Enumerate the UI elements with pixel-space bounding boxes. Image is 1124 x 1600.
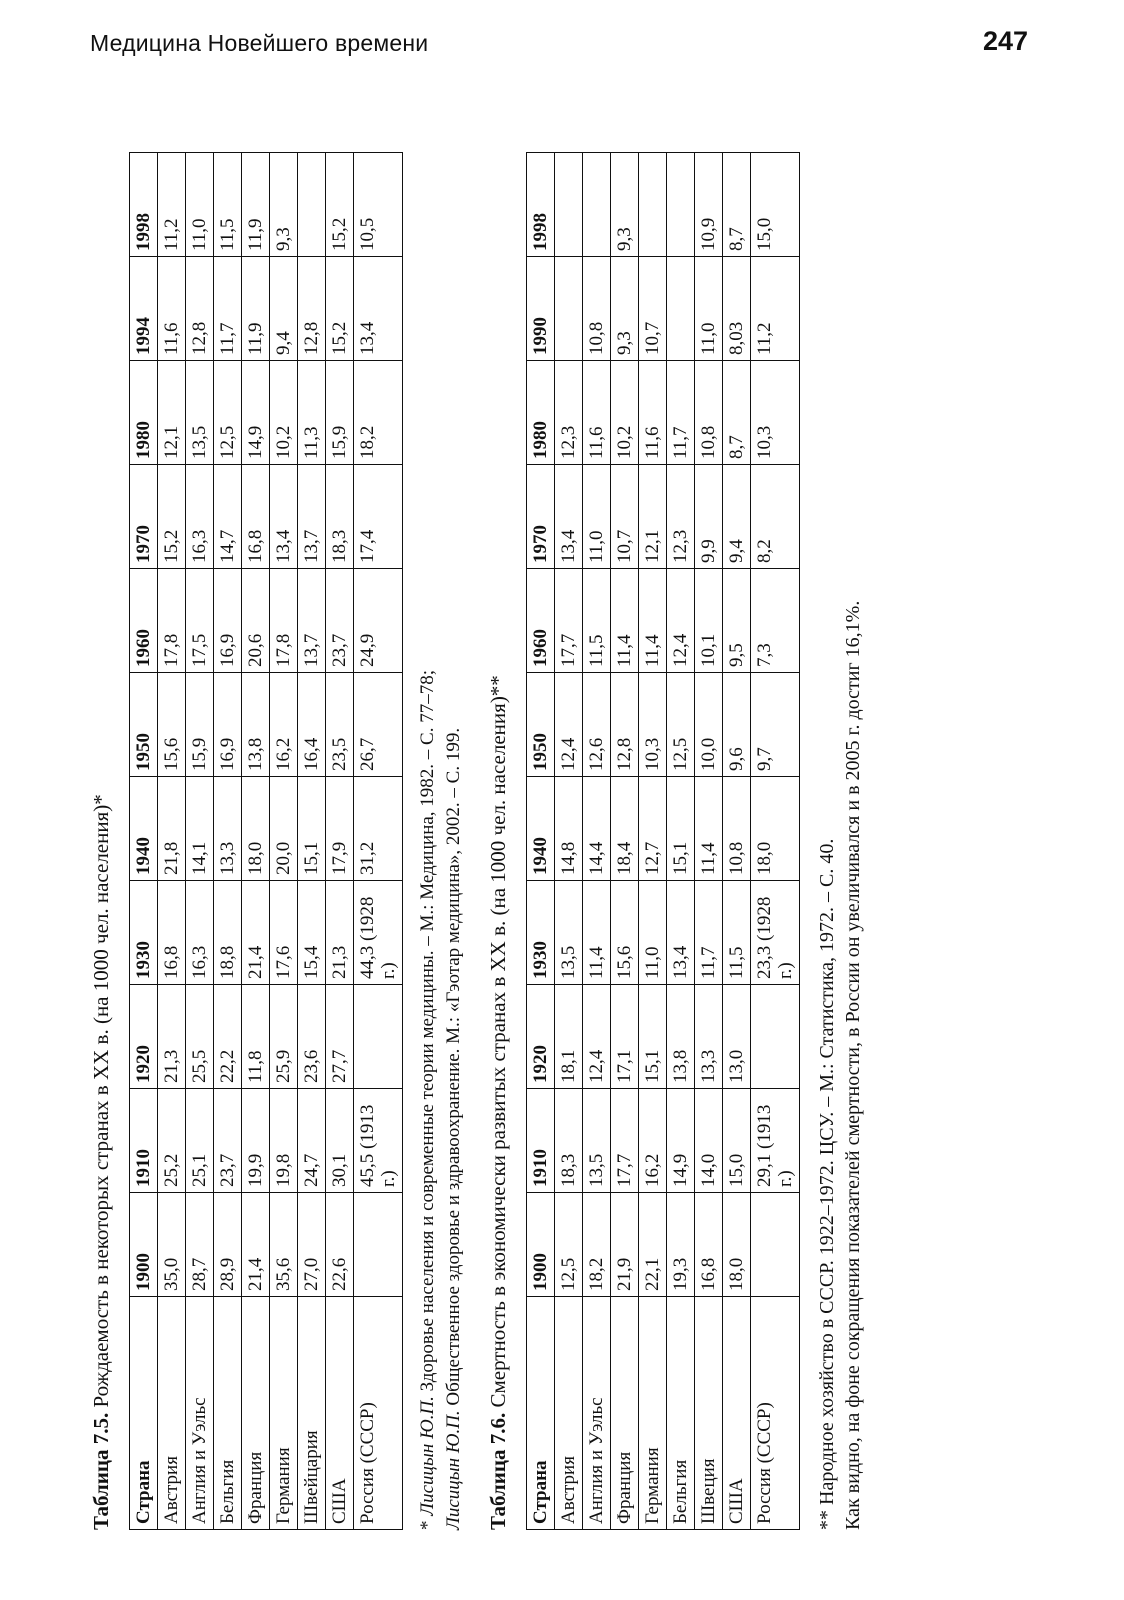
page-number: 247 bbox=[982, 26, 1028, 56]
value-cell: 13,7 bbox=[298, 465, 326, 569]
note-2 bbox=[441, 120, 467, 1530]
value-cell: 15,1 bbox=[639, 985, 667, 1089]
value-cell: 10,8 bbox=[723, 777, 751, 881]
table-row bbox=[611, 153, 639, 1530]
value-cell: 15,2 bbox=[326, 257, 354, 361]
column-header-year: 1980 bbox=[527, 361, 555, 465]
value-cell: 13,8 bbox=[667, 985, 695, 1089]
footnote-1: ** Народное хозяйство в СССР. 1922–1972. ЦСУ. – М.: Статистика, 1972. – С. 40. bbox=[816, 838, 838, 1530]
value-cell: 11,4 bbox=[583, 881, 611, 985]
value-cell: 9,7 bbox=[751, 673, 800, 777]
running-header-title: Медицина Новейшего времени bbox=[90, 30, 429, 56]
value-cell: 13,4 bbox=[354, 257, 403, 361]
value-cell: 15,0 bbox=[751, 153, 800, 257]
value-cell: 35,6 bbox=[270, 1193, 298, 1297]
table-row bbox=[583, 153, 611, 1530]
value-cell: 10,1 bbox=[695, 569, 723, 673]
value-cell: 26,7 bbox=[354, 673, 403, 777]
value-cell: 10,5 bbox=[354, 153, 403, 257]
value-cell: 11,5 bbox=[583, 569, 611, 673]
value-cell: 14,9 bbox=[242, 361, 270, 465]
value-cell: 18,0 bbox=[242, 777, 270, 881]
note-1-text: Здоровье населения и современные теории медицины. – М.: Медицина, 1982. – С. 77–78; bbox=[417, 669, 438, 1392]
value-cell: 10,8 bbox=[695, 361, 723, 465]
column-header-year: 1940 bbox=[130, 777, 158, 881]
value-cell: 14,7 bbox=[214, 465, 242, 569]
country-cell: США bbox=[326, 1297, 354, 1530]
country-cell: Швеция bbox=[695, 1297, 723, 1530]
column-header-year: 1960 bbox=[527, 569, 555, 673]
value-cell: 17,7 bbox=[611, 1089, 639, 1193]
value-cell: 23,5 bbox=[326, 673, 354, 777]
value-cell: 14,9 bbox=[667, 1089, 695, 1193]
value-cell: 18,3 bbox=[326, 465, 354, 569]
table-7-6-footnotes bbox=[814, 120, 866, 1530]
value-cell: 13,0 bbox=[723, 985, 751, 1089]
value-cell: 30,1 bbox=[326, 1089, 354, 1193]
value-cell: 12,6 bbox=[583, 673, 611, 777]
country-cell: США bbox=[723, 1297, 751, 1530]
value-cell: 17,6 bbox=[270, 881, 298, 985]
value-cell: 16,8 bbox=[158, 881, 186, 985]
country-cell: Франция bbox=[611, 1297, 639, 1530]
value-cell: 21,3 bbox=[158, 985, 186, 1089]
value-cell: 11,0 bbox=[186, 153, 214, 257]
value-cell: 10,3 bbox=[751, 361, 800, 465]
value-cell: 10,8 bbox=[583, 257, 611, 361]
value-cell: 19,9 bbox=[242, 1089, 270, 1193]
value-cell: 12,4 bbox=[555, 673, 583, 777]
value-cell: 15,9 bbox=[326, 361, 354, 465]
table-row bbox=[639, 153, 667, 1530]
value-cell: 27,0 bbox=[298, 1193, 326, 1297]
value-cell: 14,0 bbox=[695, 1089, 723, 1193]
value-cell bbox=[667, 257, 695, 361]
value-cell: 15,6 bbox=[611, 881, 639, 985]
value-cell: 14,4 bbox=[583, 777, 611, 881]
value-cell: 24,7 bbox=[298, 1089, 326, 1193]
value-cell: 11,6 bbox=[583, 361, 611, 465]
column-header-year: 1900 bbox=[130, 1193, 158, 1297]
value-cell: 11,2 bbox=[751, 257, 800, 361]
value-cell: 23,7 bbox=[326, 569, 354, 673]
value-cell: 17,4 bbox=[354, 465, 403, 569]
value-cell: 15,2 bbox=[158, 465, 186, 569]
column-header-year: 1998 bbox=[130, 153, 158, 257]
table-row bbox=[186, 153, 214, 1530]
value-cell: 9,3 bbox=[611, 153, 639, 257]
country-cell: Россия (СССР) bbox=[751, 1297, 800, 1530]
value-cell: 16,3 bbox=[186, 881, 214, 985]
value-cell: 18,2 bbox=[583, 1193, 611, 1297]
value-cell: 12,3 bbox=[667, 465, 695, 569]
value-cell: 23,3 (1928 г.) bbox=[751, 881, 800, 985]
table-row bbox=[751, 153, 800, 1530]
value-cell: 44,3 (1928 г.) bbox=[354, 881, 403, 985]
value-cell: 13,3 bbox=[695, 985, 723, 1089]
value-cell: 28,7 bbox=[186, 1193, 214, 1297]
column-header-country: Страна bbox=[527, 1297, 555, 1530]
column-header-year: 1960 bbox=[130, 569, 158, 673]
value-cell: 12,3 bbox=[555, 361, 583, 465]
value-cell: 10,0 bbox=[695, 673, 723, 777]
value-cell: 9,4 bbox=[723, 465, 751, 569]
value-cell: 8,2 bbox=[751, 465, 800, 569]
value-cell: 8,7 bbox=[723, 153, 751, 257]
country-cell: Австрия bbox=[555, 1297, 583, 1530]
value-cell: 18,8 bbox=[214, 881, 242, 985]
column-header-year: 1940 bbox=[527, 777, 555, 881]
value-cell: 9,5 bbox=[723, 569, 751, 673]
value-cell: 17,8 bbox=[158, 569, 186, 673]
value-cell: 13,8 bbox=[242, 673, 270, 777]
value-cell: 16,8 bbox=[242, 465, 270, 569]
table-header-row bbox=[130, 153, 158, 1530]
value-cell: 11,0 bbox=[583, 465, 611, 569]
value-cell: 17,5 bbox=[186, 569, 214, 673]
table-7-6-label: Таблица 7.6. bbox=[486, 1412, 510, 1530]
value-cell: 12,8 bbox=[611, 673, 639, 777]
value-cell: 11,7 bbox=[695, 881, 723, 985]
value-cell: 14,8 bbox=[555, 777, 583, 881]
column-header-year: 1930 bbox=[527, 881, 555, 985]
value-cell: 12,7 bbox=[639, 777, 667, 881]
value-cell: 23,7 bbox=[214, 1089, 242, 1193]
note-1-author: Лисицын Ю.П. bbox=[417, 1396, 438, 1516]
value-cell: 15,4 bbox=[298, 881, 326, 985]
value-cell: 13,4 bbox=[270, 465, 298, 569]
value-cell: 13,3 bbox=[214, 777, 242, 881]
value-cell: 9,9 bbox=[695, 465, 723, 569]
table-row bbox=[158, 153, 186, 1530]
value-cell: 11,7 bbox=[667, 361, 695, 465]
value-cell: 11,8 bbox=[242, 985, 270, 1089]
value-cell bbox=[751, 985, 800, 1089]
value-cell: 13,7 bbox=[298, 569, 326, 673]
value-cell: 17,8 bbox=[270, 569, 298, 673]
value-cell: 10,9 bbox=[695, 153, 723, 257]
value-cell: 15,2 bbox=[326, 153, 354, 257]
value-cell: 13,5 bbox=[583, 1089, 611, 1193]
value-cell: 18,3 bbox=[555, 1089, 583, 1193]
country-cell: Австрия bbox=[158, 1297, 186, 1530]
note-2-text: Общественное здоровье и здравоохранение. М.: «Гэотар медицина», 2002. – С. 199. bbox=[443, 727, 464, 1406]
value-cell: 13,5 bbox=[555, 881, 583, 985]
value-cell: 8,7 bbox=[723, 361, 751, 465]
value-cell bbox=[667, 153, 695, 257]
table-row bbox=[214, 153, 242, 1530]
value-cell: 11,9 bbox=[242, 257, 270, 361]
value-cell: 18,2 bbox=[354, 361, 403, 465]
value-cell: 11,2 bbox=[158, 153, 186, 257]
table-7-5-label: Таблица 7.5. bbox=[89, 1412, 113, 1530]
table-7-6-title: Смертность в экономически развитых странах в XX в. (на 1000 чел. населения)** bbox=[486, 675, 510, 1408]
value-cell: 12,1 bbox=[639, 465, 667, 569]
column-header-year: 1998 bbox=[527, 153, 555, 257]
value-cell: 11,4 bbox=[611, 569, 639, 673]
value-cell bbox=[751, 1193, 800, 1297]
value-cell: 22,2 bbox=[214, 985, 242, 1089]
column-header-country: Страна bbox=[130, 1297, 158, 1530]
column-header-year: 1994 bbox=[130, 257, 158, 361]
column-header-year: 1970 bbox=[527, 465, 555, 569]
value-cell: 20,0 bbox=[270, 777, 298, 881]
table-header-row bbox=[527, 153, 555, 1530]
table-7-5-caption bbox=[88, 120, 115, 1530]
value-cell: 11,4 bbox=[695, 777, 723, 881]
value-cell: 16,2 bbox=[639, 1089, 667, 1193]
country-cell: Германия bbox=[270, 1297, 298, 1530]
value-cell: 11,3 bbox=[298, 361, 326, 465]
value-cell: 15,6 bbox=[158, 673, 186, 777]
value-cell: 13,4 bbox=[555, 465, 583, 569]
value-cell: 35,0 bbox=[158, 1193, 186, 1297]
value-cell: 24,9 bbox=[354, 569, 403, 673]
country-cell: Швейцария bbox=[298, 1297, 326, 1530]
value-cell bbox=[354, 1193, 403, 1297]
table-row bbox=[667, 153, 695, 1530]
value-cell: 11,5 bbox=[723, 881, 751, 985]
value-cell: 28,9 bbox=[214, 1193, 242, 1297]
value-cell: 12,4 bbox=[583, 985, 611, 1089]
value-cell bbox=[354, 985, 403, 1089]
value-cell: 8,03 bbox=[723, 257, 751, 361]
value-cell: 22,6 bbox=[326, 1193, 354, 1297]
value-cell: 9,6 bbox=[723, 673, 751, 777]
value-cell: 17,1 bbox=[611, 985, 639, 1089]
value-cell: 22,1 bbox=[639, 1193, 667, 1297]
value-cell: 11,4 bbox=[639, 569, 667, 673]
country-cell: Германия bbox=[639, 1297, 667, 1530]
column-header-year: 1970 bbox=[130, 465, 158, 569]
value-cell: 11,5 bbox=[214, 153, 242, 257]
value-cell: 15,9 bbox=[186, 673, 214, 777]
value-cell: 9,3 bbox=[270, 153, 298, 257]
country-cell: Бельгия bbox=[214, 1297, 242, 1530]
value-cell: 10,7 bbox=[611, 465, 639, 569]
value-cell: 23,6 bbox=[298, 985, 326, 1089]
value-cell: 18,1 bbox=[555, 985, 583, 1089]
value-cell: 27,7 bbox=[326, 985, 354, 1089]
value-cell bbox=[298, 153, 326, 257]
value-cell: 25,2 bbox=[158, 1089, 186, 1193]
column-header-year: 1910 bbox=[527, 1089, 555, 1193]
country-cell: Бельгия bbox=[667, 1297, 695, 1530]
table-7-6 bbox=[526, 152, 800, 1530]
column-header-year: 1950 bbox=[527, 673, 555, 777]
value-cell: 9,4 bbox=[270, 257, 298, 361]
value-cell: 16,9 bbox=[214, 673, 242, 777]
table-row bbox=[695, 153, 723, 1530]
table-7-6-caption bbox=[485, 120, 512, 1530]
value-cell: 18,0 bbox=[723, 1193, 751, 1297]
value-cell: 21,9 bbox=[611, 1193, 639, 1297]
value-cell: 20,6 bbox=[242, 569, 270, 673]
value-cell: 29,1 (1913 г.) bbox=[751, 1089, 800, 1193]
table-row bbox=[326, 153, 354, 1530]
table-row bbox=[242, 153, 270, 1530]
value-cell: 12,5 bbox=[667, 673, 695, 777]
table-row bbox=[555, 153, 583, 1530]
note-1: * Лисицын Ю.П. Здоровье населения и современные теории медицины. – М.: Медицина, 1982. – С. 77–78; bbox=[417, 669, 438, 1530]
value-cell: 17,7 bbox=[555, 569, 583, 673]
value-cell: 11,7 bbox=[214, 257, 242, 361]
value-cell: 15,1 bbox=[298, 777, 326, 881]
country-cell: Франция bbox=[242, 1297, 270, 1530]
table-row bbox=[723, 153, 751, 1530]
table-7-5-notes bbox=[415, 120, 467, 1530]
value-cell: 13,5 bbox=[186, 361, 214, 465]
country-cell: Англия и Уэльс bbox=[186, 1297, 214, 1530]
value-cell: 15,0 bbox=[723, 1089, 751, 1193]
value-cell: 11,9 bbox=[242, 153, 270, 257]
column-header-year: 1990 bbox=[527, 257, 555, 361]
column-header-year: 1930 bbox=[130, 881, 158, 985]
value-cell: 16,3 bbox=[186, 465, 214, 569]
value-cell: 21,3 bbox=[326, 881, 354, 985]
column-header-year: 1900 bbox=[527, 1193, 555, 1297]
value-cell: 12,5 bbox=[214, 361, 242, 465]
value-cell: 13,4 bbox=[667, 881, 695, 985]
value-cell: 25,1 bbox=[186, 1089, 214, 1193]
column-header-year: 1920 bbox=[527, 985, 555, 1089]
country-cell: Россия (СССР) bbox=[354, 1297, 403, 1530]
value-cell: 10,2 bbox=[611, 361, 639, 465]
value-cell bbox=[639, 153, 667, 257]
value-cell: 21,8 bbox=[158, 777, 186, 881]
footnote-2: Как видно, на фоне сокращения показателей смертности, в России он увеличивался и в 2005 г. достиг 16,1%. bbox=[842, 600, 864, 1530]
value-cell bbox=[555, 153, 583, 257]
country-cell: Англия и Уэльс bbox=[583, 1297, 611, 1530]
value-cell: 12,1 bbox=[158, 361, 186, 465]
value-cell: 15,1 bbox=[667, 777, 695, 881]
value-cell: 18,4 bbox=[611, 777, 639, 881]
value-cell: 12,4 bbox=[667, 569, 695, 673]
value-cell: 17,9 bbox=[326, 777, 354, 881]
value-cell: 16,9 bbox=[214, 569, 242, 673]
value-cell: 10,7 bbox=[639, 257, 667, 361]
value-cell: 21,4 bbox=[242, 881, 270, 985]
value-cell: 12,5 bbox=[555, 1193, 583, 1297]
table-row bbox=[270, 153, 298, 1530]
value-cell: 19,8 bbox=[270, 1089, 298, 1193]
value-cell: 9,3 bbox=[611, 257, 639, 361]
column-header-year: 1910 bbox=[130, 1089, 158, 1193]
value-cell: 18,0 bbox=[751, 777, 800, 881]
value-cell: 10,2 bbox=[270, 361, 298, 465]
value-cell: 16,4 bbox=[298, 673, 326, 777]
value-cell: 16,2 bbox=[270, 673, 298, 777]
value-cell: 10,3 bbox=[639, 673, 667, 777]
value-cell: 7,3 bbox=[751, 569, 800, 673]
value-cell bbox=[555, 257, 583, 361]
value-cell: 19,3 bbox=[667, 1193, 695, 1297]
value-cell: 14,1 bbox=[186, 777, 214, 881]
value-cell: 16,8 bbox=[695, 1193, 723, 1297]
value-cell: 11,6 bbox=[639, 361, 667, 465]
table-row bbox=[354, 153, 403, 1530]
table-7-5-title: Рождаемость в некоторых странах в XX в. (на 1000 чел. населения)* bbox=[89, 794, 113, 1408]
value-cell: 12,8 bbox=[186, 257, 214, 361]
column-header-year: 1920 bbox=[130, 985, 158, 1089]
value-cell: 11,0 bbox=[639, 881, 667, 985]
column-header-year: 1980 bbox=[130, 361, 158, 465]
value-cell: 11,0 bbox=[695, 257, 723, 361]
table-7-5 bbox=[129, 152, 403, 1530]
value-cell: 25,9 bbox=[270, 985, 298, 1089]
value-cell: 31,2 bbox=[354, 777, 403, 881]
value-cell bbox=[583, 153, 611, 257]
value-cell: 11,6 bbox=[158, 257, 186, 361]
table-row bbox=[298, 153, 326, 1530]
value-cell: 45,5 (1913 г.) bbox=[354, 1089, 403, 1193]
rotated-content bbox=[88, 120, 1018, 1530]
value-cell: 12,8 bbox=[298, 257, 326, 361]
value-cell: 21,4 bbox=[242, 1193, 270, 1297]
note-2-author: Лисицын Ю.П. bbox=[443, 1410, 464, 1530]
value-cell: 25,5 bbox=[186, 985, 214, 1089]
column-header-year: 1950 bbox=[130, 673, 158, 777]
